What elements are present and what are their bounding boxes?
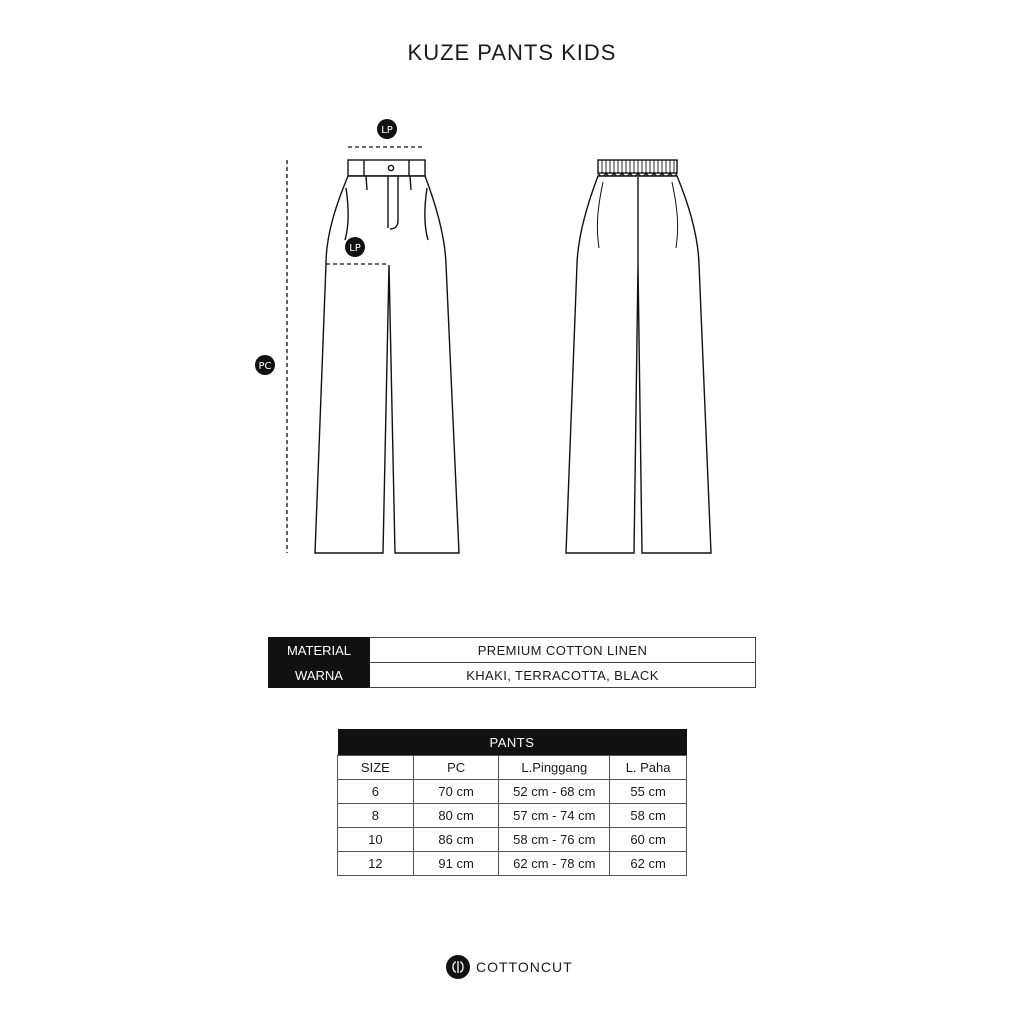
cell-waist: 52 cm - 68 cm <box>499 780 610 804</box>
brand-name: COTTONCUT <box>476 959 573 975</box>
cell-length: 80 cm <box>413 804 499 828</box>
color-row <box>269 663 756 688</box>
cell-size: 6 <box>338 780 414 804</box>
header-thigh: L. Paha <box>610 756 687 780</box>
cell-thigh: 55 cm <box>610 780 687 804</box>
material-value: PREMIUM COTTON LINEN <box>370 638 756 663</box>
page-title: KUZE PANTS KIDS <box>407 40 617 65</box>
cell-thigh: 58 cm <box>610 804 687 828</box>
size-table <box>337 729 687 876</box>
svg-text:LP: LP <box>349 243 361 254</box>
color-label: WARNA <box>269 663 370 688</box>
cell-size: 8 <box>338 804 414 828</box>
cell-thigh: 60 cm <box>610 828 687 852</box>
cell-size: 12 <box>338 852 414 876</box>
waist-badge <box>377 119 397 139</box>
brand-footer <box>446 955 573 979</box>
svg-text:LP: LP <box>381 125 393 136</box>
cell-waist: 58 cm - 76 cm <box>499 828 610 852</box>
material-table <box>268 637 756 688</box>
cell-size: 10 <box>338 828 414 852</box>
color-value: KHAKI, TERRACOTTA, BLACK <box>370 663 756 688</box>
table-row <box>338 780 687 804</box>
table-row <box>338 852 687 876</box>
thigh-badge <box>345 237 365 257</box>
cell-length: 70 cm <box>413 780 499 804</box>
header-length: PC <box>413 756 499 780</box>
back-pants-drawing <box>566 160 711 553</box>
cell-length: 86 cm <box>413 828 499 852</box>
header-waist: L.Pinggang <box>499 756 610 780</box>
table-row <box>338 804 687 828</box>
cell-thigh: 62 cm <box>610 852 687 876</box>
header-size: SIZE <box>338 756 414 780</box>
front-pants-drawing <box>315 160 459 553</box>
size-table-header <box>338 756 687 780</box>
table-row <box>338 828 687 852</box>
material-label: MATERIAL <box>269 638 370 663</box>
cottoncut-logo-icon <box>446 955 470 979</box>
material-row <box>269 638 756 663</box>
size-table-title: PANTS <box>338 729 687 756</box>
cell-waist: 62 cm - 78 cm <box>499 852 610 876</box>
length-badge <box>255 355 275 375</box>
cell-waist: 57 cm - 74 cm <box>499 804 610 828</box>
cell-length: 91 cm <box>413 852 499 876</box>
svg-text:PC: PC <box>258 361 272 372</box>
